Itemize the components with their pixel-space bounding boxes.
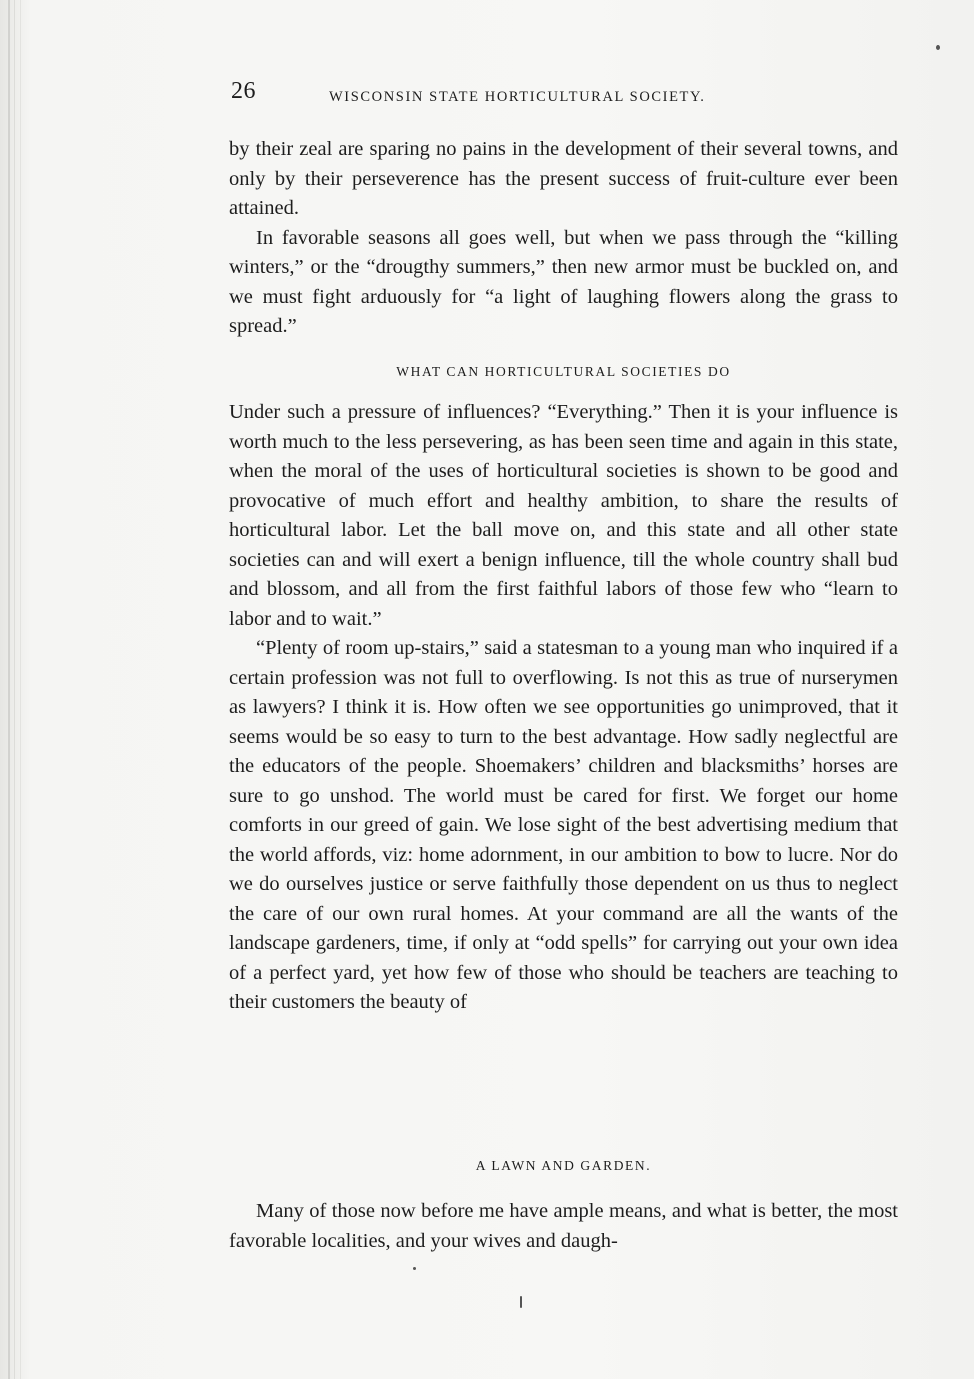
binding-edge-line — [14, 0, 15, 1379]
binding-edge-line — [20, 0, 21, 1379]
section-heading: A LAWN AND GARDEN. — [475, 1158, 652, 1173]
running-head: WISCONSIN STATE HORTICULTURAL SOCIETY. — [329, 89, 706, 105]
body-text-middle — [229, 398, 898, 1018]
paragraph-continued: by their zeal are sparing no pains in the development of their several towns, and only by their perseverence has the present success of fruit-culture ever been attained. — [229, 138, 898, 219]
paragraph: “Plenty of room up-stairs,” said a statesman to a young man who inquired if a certain profession was not full to overflowing. Is not this as true of nurserymen as lawyers? I think it is. How often we see opportunities go unimproved, that it seems would be so easy to turn to the best advantage. How sadly neglectful are the educators of the people. Shoemakers’ children and blacksmiths’ horses are sure to go unshod. The world must be cared for first. We forget our home comforts in our greed of gain. We lose sight of the best advertising medium that the world affords, viz: home adornment, in our ambition to bow to lucre. Nor do we do ourselves justice or serve faithfully those dependent on us thus to neglect the care of our own rural homes. At your command are all the wants of the landscape gardeners, time, if only at “odd spells” for carrying out your own idea of a perfect yard, yet how few of those who should be teachers are teaching to their customers the beauty of — [229, 637, 898, 1013]
ink-speck — [413, 1267, 416, 1270]
paragraph: In favorable seasons all goes well, but when we pass through the “killing winters,” or the “drougthy summers,” then new armor must be buckled on, and we must fight arduously for “a light of laughing flowers along the grass to spread.” — [229, 226, 898, 337]
body-text-top — [229, 135, 898, 342]
ink-speck — [936, 45, 940, 50]
paragraph: Many of those now before me have ample means, and what is better, the most favorable localities, and your wives and daugh- — [229, 1200, 898, 1252]
binding-edge-line — [8, 0, 10, 1379]
paragraph: Under such a pressure of influences? “Everything.” Then it is your influence is worth much to the less persevering, as has been seen time and again in this state, when the moral of the uses of horticultural societies is shown to be good and provocative of much effort and healthy ambition, to share the results of horticultural labor. Let the ball move on, and this state and all other state societies can and will exert a benign influence, till the whole country shall bud and blossom, and all from the first faithful labors of those few who “learn to labor and to wait.” — [229, 401, 898, 630]
page-number: 26 — [231, 78, 256, 104]
ink-mark — [520, 1296, 522, 1308]
page-header — [231, 78, 901, 108]
section-heading: WHAT CAN HORTICULTURAL SOCIETIES DO — [396, 364, 731, 379]
body-text-bottom — [229, 1197, 898, 1256]
